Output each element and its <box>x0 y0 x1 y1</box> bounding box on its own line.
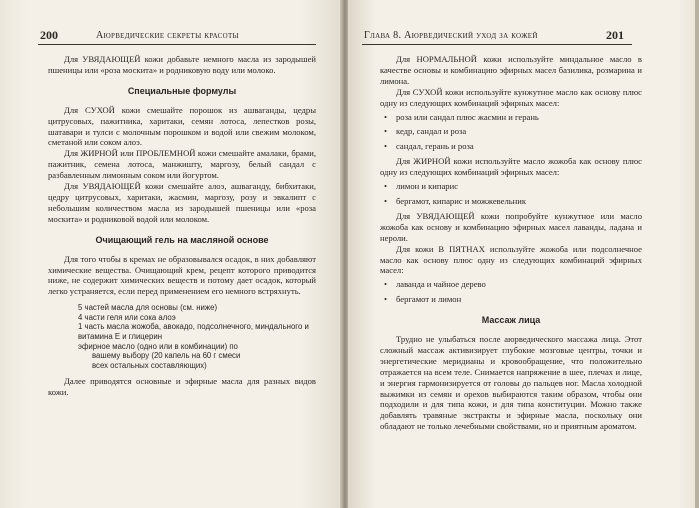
left-page <box>0 0 342 508</box>
header-rule-right <box>362 44 632 45</box>
right-page-body <box>380 54 642 432</box>
list-item: • бергамот и лимон <box>380 294 642 305</box>
dry-oils-intro: Для СУХОЙ кожи используйте кунжутное масло как основу плюс одну из следующих комбинаций эфирных масел: <box>380 86 642 108</box>
face-massage-heading: Массаж лица <box>481 315 541 326</box>
recipe-line: 1 часть масла жожоба, авокадо, подсолнечного, миндального и витамина Е и глицерин <box>78 322 309 341</box>
list-item: • роза или сандал плюс жасмин и герань <box>380 112 642 123</box>
page-number-right: 201 <box>606 28 624 42</box>
aging-skin-paragraph: Для УВЯДАЮЩЕЙ кожи смешайте алоэ, ашваганду, бибхитаки, цедру цитрусовых, харитаки, жасмин, маргозу, розу и эвкалипт с небольшим количеством масла из зародышей пшеницы или «роза москита» и родниковой водой или молоком. <box>48 181 316 224</box>
spots-oils-list <box>380 279 642 305</box>
oily-oils-intro: Для ЖИРНОЙ кожи используйте масло жожоба как основу плюс одну из следующих комбинаций эфирных масел: <box>380 156 642 178</box>
special-formulas-heading: Специальные формулы <box>127 85 237 96</box>
oily-skin-paragraph: Для ЖИРНОЙ или ПРОБЛЕМНОЙ кожи смешайте амалаки, брами, пажитник, семена лотоса, манжишту, маргозу, белый сандал с разбавленным лимонным соком или йогуртом. <box>48 148 316 181</box>
running-head-right: Глава 8. Аюрведический уход за кожей <box>364 30 538 41</box>
list-item: • кедр, сандал и роза <box>380 126 642 137</box>
face-massage-paragraph: Трудно не улыбаться после аюрведического массажа лица. Этот сложный массаж активизирует глубокие мозговые центры, точки и энергетические меридианы и кровообращение, что положительно отражается на всем теле. Снимается напряжение в шее, плечах и лице, и энергия гармонизируется от головы до пальцев ног. Масла холодной выжимки из семян и орехов выбираются таким образом, чтобы они подходили и для типа кожи, и для типа конституции. Можно также добавлять травяные экстракты и эфирные масла, поскольку они обладают не только лечебными свойствами, но и приятным ароматом. <box>380 334 642 432</box>
page-number-left: 200 <box>40 28 58 42</box>
recipe-line: вашему выбору (20 капель на 60 г смеси <box>92 351 241 361</box>
gel-paragraph: Для того чтобы в кремах не образовывался осадок, в них добавляют химические вещества. Очищающий крем, рецепт которого приводится ниже, не содержит химических веществ и потому дает осадок, который легко устраняется, если перед применением его немного встряхнуть. <box>48 253 316 297</box>
right-page <box>348 0 699 508</box>
aging-oils-paragraph: Для УВЯДАЮЩЕЙ кожи попробуйте кунжутное или масло жожоба как основу и комбинацию эфирных масел лаванды, ладана и нероли. <box>380 210 642 243</box>
recipe-list <box>78 303 316 370</box>
list-item: • бергамот, кипарис и можжевельник <box>380 196 642 207</box>
list-item: • сандал, герань и роза <box>380 141 642 152</box>
gel-heading: Очищающий гель на масляной основе <box>95 234 269 245</box>
recipe-line: 4 части геля или сока алоэ <box>78 312 176 322</box>
recipe-line: эфирное масло (одно или в комбинации) по <box>78 341 238 351</box>
dry-oils-list <box>380 112 642 153</box>
page-edge <box>695 0 699 508</box>
oily-oils-list <box>380 181 642 207</box>
intro-paragraph: Для УВЯДАЮЩЕЙ кожи добавьте немного масла из зародышей пшеницы или «роза москита» и родниковую воду или молоко. <box>48 54 316 75</box>
list-item: • лимон и кипарис <box>380 181 642 192</box>
dry-skin-paragraph: Для СУХОЙ кожи смешайте порошок из ашваганды, цедры цитрусовых, пажитника, харитаки, семян лотоса, лепестков розы, шатавари и тулси с молочным порошком и водой или свежим молоком, сметаной или соком алоэ. <box>48 104 316 148</box>
running-head-left: Аюрведические секреты красоты <box>96 30 239 41</box>
recipe-line: 5 частей масла для основы (см. ниже) <box>78 303 218 313</box>
normal-skin-paragraph: Для НОРМАЛЬНОЙ кожи используйте миндальное масло в качестве основы и комбинацию эфирных масел базилика, розмарина и лимона. <box>380 54 642 86</box>
spots-oils-intro: Для кожи В ПЯТНАХ используйте жожоба или подсолнечное масло как основу плюс одну из следующих комбинаций эфирных масел: <box>380 243 642 276</box>
list-item: • лаванда и чайное дерево <box>380 279 642 290</box>
header-rule-left <box>38 44 316 45</box>
recipe-line: всех остальных составляющих) <box>92 360 207 370</box>
closing-paragraph: Далее приводятся основные и эфирные масла для разных видов кожи. <box>48 376 316 398</box>
left-page-body <box>48 54 316 398</box>
